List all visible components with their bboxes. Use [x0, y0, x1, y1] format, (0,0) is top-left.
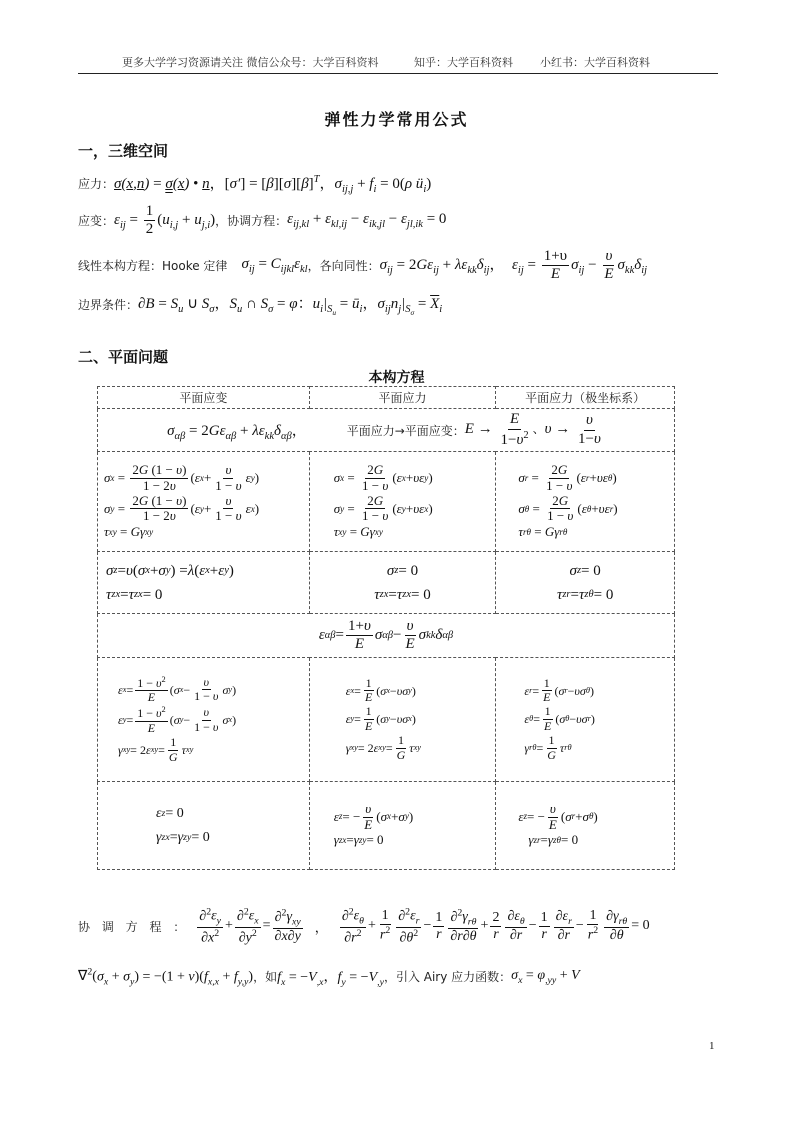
- body-force-label: ，如: [253, 970, 278, 985]
- inverse-general-formula: ε αβ = $\frac{1+\upsilon}{E}$ σ αβ − $\frac{\upsilon}{E}$ σ kk δ αβ: [318, 617, 454, 652]
- header-divider: [78, 73, 718, 74]
- header-wechat: 更多大学学习资源请关注 微信公众号：大学百科资料: [122, 56, 379, 69]
- plane-strain-z-strain: ε z = 0 γ zx = γ zy = 0: [156, 805, 210, 845]
- plane-stress-z-stress: σ z = 0 τ zx = τ zx = 0: [374, 562, 431, 603]
- col-plane-strain: 平面应变: [98, 387, 310, 409]
- header-xiaohongshu: 小红书：大学百科资料: [540, 56, 650, 69]
- col-plane-stress-polar: 平面应力（极坐标系）: [496, 387, 675, 409]
- page-number: 1: [709, 1040, 715, 1052]
- bc-label: 边界条件：: [78, 298, 139, 313]
- compat-formula: $\varepsilon_{ij,kl} + \varepsilon_{kl,ij} - \varepsilon_{ik,jl} - \varepsilon_{jl,ik} = 0$: [287, 211, 447, 231]
- airy-label: ，引入 Airy 应力函数：: [383, 970, 512, 985]
- page-title: 弹性力学常用公式: [324, 110, 469, 129]
- hooke-formula: $\sigma_{ij} = C_{ijkl}\varepsilon_{kl}$: [241, 256, 308, 276]
- strain-formula: $\varepsilon_{ij}$ = $\frac{1}{2}$ $(u_{i,j} + u_{j,i})$: [114, 203, 216, 238]
- compat-label: ，协调方程：: [215, 214, 288, 229]
- col-plane-stress: 平面应力: [309, 387, 496, 409]
- strain-row: [98, 658, 675, 782]
- stress-label: 应力：: [78, 177, 115, 191]
- z-strain-row: [98, 782, 675, 870]
- strain-label: 应变：: [78, 214, 115, 229]
- general-row: [98, 409, 675, 452]
- stress-formula: σ(x,n) = σ(x) • n，$[\sigma'] = [\beta][\sigma][\beta]^T$，$\sigma_{ij,j} + f_i = 0(\rho$ $ü_i$): [114, 174, 432, 195]
- section2-heading: 二、平面问题: [78, 348, 169, 366]
- section1-heading: 一，三维空间: [78, 142, 169, 160]
- polar-stress: σ r = $\frac{2G}{1 - \upsilon}$ ( ε r + υε θ ) σ θ = $\frac{2G}{1 - \upsilon}$ ( ε θ + υε r ) τ rθ = Gγ rθ: [518, 461, 618, 540]
- compat-line-2d: 协 调 方 程 ： $\frac{\partial^2\varepsilon_y}{\partial x^2}$ + $\frac{\partial^2\varepsilon_x}{\partial y^2}$ = $\frac{\partial^2\gamma_{xy}}{\partial x\partial y}$ ， $\frac{\partial^2\varepsilon_\theta}{\partial r^2}$ + $\frac{1}{r^2}$ $\frac{\partial^2\varepsilon_r}{\partial\theta^2}$ − $\frac{1}{r}$ $\frac{\partial^2\gamma_{r\theta}}{\partial r\partial\theta}$ + $\frac{2}{r}$ $\frac{\partial\varepsilon_\theta}{\partial r}$ − $\frac{1}{r}$ $\frac{\partial\varepsilon_r}{\partial r}$ − $\frac{1}{r^2}$ $\frac{\partial\gamma_{r\theta}}{\partial\theta}$ = 0: [78, 906, 650, 946]
- plane-stress-stress: σ x = $\frac{2G}{1 - \upsilon}$ ( ε x + υε y ) σ y = $\frac{2G}{1 - \upsilon}$ ( ε y + υε x ) τ xy = Gγ xy: [333, 461, 433, 540]
- general-formula: $\sigma_{\alpha\beta} = 2G\varepsilon_{\alpha\beta} + \lambda\varepsilon_{kk}\delta_{\alpha\beta}$， 平面应力→平面应变： E → $\frac{E}{1-\upsilon^2}$ 、υ → $\frac{\upsilon}{1-\upsilon}$: [167, 411, 601, 448]
- airy-line: [78, 966, 580, 988]
- plane-strain-stress: σ x = $\frac{2G (1 - \upsilon)}{1 - 2\upsilon}$ ( ε x + $\frac{\upsilon}{1 - \upsilon}$ ε y ) σ y = $\frac{2G (1 - \upsilon)}{1 - 2\upsilon}$ ( ε y + $\frac{\upsilon}{1 - \upsilon}$ ε x ) τ xy = Gγ xy: [104, 461, 260, 540]
- plane-strain-z-stress: σ z = υ ( σ x + σ y ) = λ ( ε x + ε y ) τ zx = τ zx = 0: [106, 562, 234, 603]
- polar-z-stress: σ z = 0 τ zr = τ zθ = 0: [556, 562, 614, 603]
- inverse-general-row: [98, 614, 675, 658]
- iso-formula: $\sigma_{ij} = 2G\varepsilon_{ij} + \lambda\varepsilon_{kk}\delta_{ij}$， $\varepsilon_{ij}$ = $\frac{1+\upsilon}{E}$ $\sigma_{ij}$ − $\frac{\upsilon}{E}$ $\sigma_{kk}\delta_{ij}$: [379, 248, 648, 283]
- compat-polar: $\frac{\partial^2\varepsilon_\theta}{\partial r^2}$ + $\frac{1}{r^2}$ $\frac{\partial^2\varepsilon_r}{\partial\theta^2}$ − $\frac{1}{r}$ $\frac{\partial^2\gamma_{r\theta}}{\partial r\partial\theta}$ + $\frac{2}{r}$ $\frac{\partial\varepsilon_\theta}{\partial r}$ − $\frac{1}{r}$ $\frac{\partial\varepsilon_r}{\partial r}$ − $\frac{1}{r^2}$ $\frac{\partial\gamma_{r\theta}}{\partial\theta}$ = 0: [341, 906, 650, 946]
- constitutive-table: [97, 386, 675, 870]
- conversion-label: 平面应力→平面应变：: [346, 423, 465, 438]
- compat-label-2d: 协 调 方 程 ：: [78, 919, 190, 934]
- stress-line: [78, 172, 431, 195]
- boundary-line: [78, 292, 442, 317]
- bc-formula: $\partial B = S_u$ ∪ $S_\sigma$，$S_u$ ∩ $S_\sigma = \varphi$：$u_i|_{S_u}$ = $ū_i$，$\sigma_{ij}n_j|_{S_\sigma} = \overline{X}_i$: [138, 296, 443, 318]
- header-zhihu: 知乎：大学百科资料: [414, 56, 513, 69]
- stress-row: [98, 452, 675, 552]
- plane-strain-strain: ε x = $\frac{1 - \upsilon^2}{E}$ ( σ x − $\frac{\upsilon}{1 - \upsilon}$ σ y ) ε y = $\frac{1 - \upsilon^2}{E}$ ( σ y − $\frac{\upsilon}{1 - \upsilon}$ σ x ) γ xy = 2 ε xy = $\frac{1}{G}$ τ xy: [118, 674, 237, 764]
- iso-label: ，各向同性：: [307, 259, 380, 274]
- strain-line: [78, 203, 446, 239]
- airy-formula: $\sigma_x = \varphi_{,yy} + V$: [511, 968, 580, 986]
- compat-cartesian: $\frac{\partial^2\varepsilon_y}{\partial x^2}$ + $\frac{\partial^2\varepsilon_x}{\partial y^2}$ = $\frac{\partial^2\gamma_{xy}}{\partial x\partial y}$: [199, 906, 301, 946]
- hooke-label: 线性本构方程：Hooke 定律: [78, 259, 228, 274]
- plane-stress-strain: ε x = $\frac{1}{E}$ ( σ x − υσ y ) ε y = $\frac{1}{E}$ ( σ y − υσ x ) γ xy = 2 ε xy = $\frac{1}{G}$ τ xy: [345, 675, 422, 762]
- table-header-row: [98, 387, 675, 409]
- polar-z-strain: ε z = − $\frac{\upsilon}{E}$ ( σ r + σ θ ) γ zr = γ zθ = 0: [518, 800, 598, 848]
- table-title: 本构方程: [368, 370, 425, 386]
- hooke-line: [78, 248, 647, 284]
- z-stress-row: [98, 552, 675, 614]
- plane-stress-z-strain: ε z = − $\frac{\upsilon}{E}$ ( σ x + σ y ) γ zx = γ zy = 0: [333, 800, 414, 848]
- polar-strain: ε r = $\frac{1}{E}$ ( σ r − υσ θ ) ε θ = $\frac{1}{E}$ ( σ θ − υσ r ) γ rθ = $\frac{1}{G}$ τ rθ: [524, 675, 595, 762]
- body-force-formula: $f_x = -V_{,x}$，$f_y = -V_{,y}$: [277, 970, 384, 988]
- laplace-formula: $\nabla^2(\sigma_x + \sigma_y) = -(1 + \nu)(f_{x,x} + f_{y,y})$: [78, 966, 254, 988]
